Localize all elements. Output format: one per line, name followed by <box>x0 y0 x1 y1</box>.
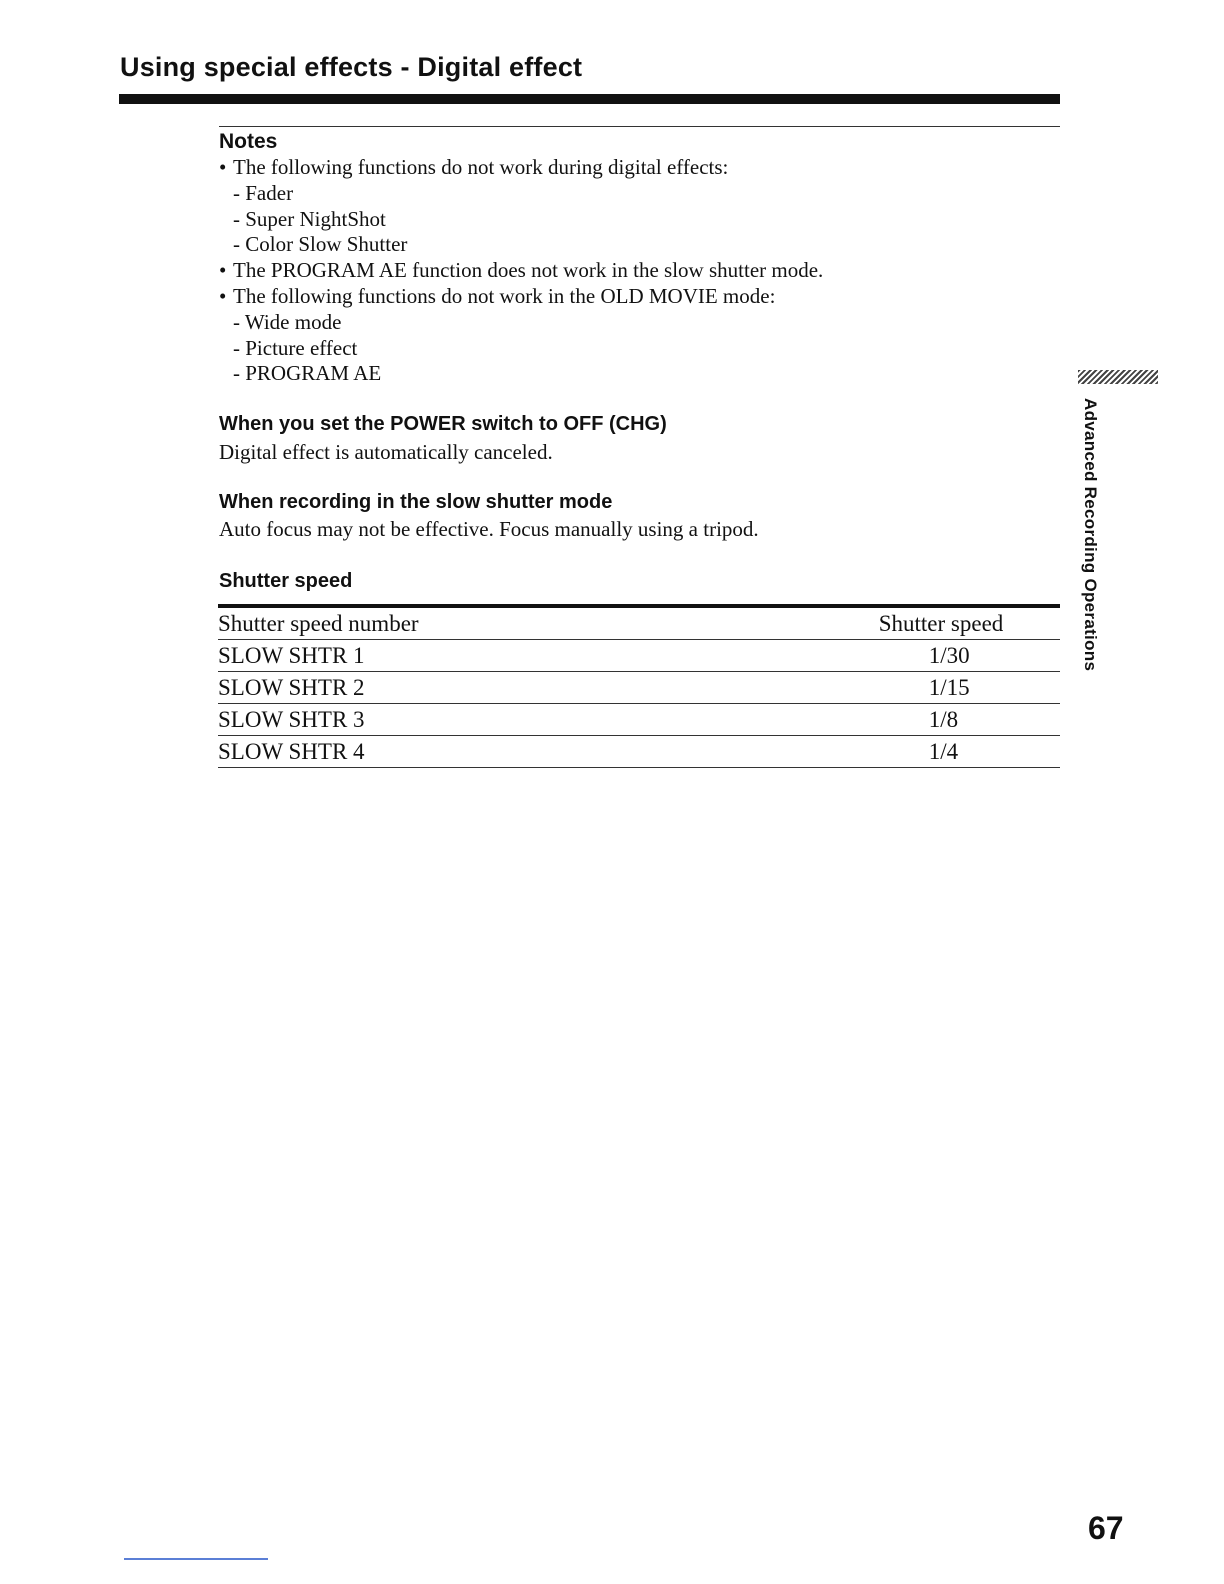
notes-heading: Notes <box>219 130 278 153</box>
page-number: 67 <box>1088 1510 1124 1546</box>
note-item: • The following functions do not work in the OLD MOVIE mode: <box>219 284 1059 310</box>
table-row <box>218 704 1060 736</box>
note-subitem: - Wide mode <box>233 309 342 334</box>
bottom-link-underline <box>124 1558 268 1560</box>
notes-divider <box>219 126 1060 127</box>
column-header: Shutter speed <box>439 606 1060 640</box>
note-subitem: - Color Slow Shutter <box>233 232 408 257</box>
section-side-tab <box>1081 398 1101 672</box>
table-cell: SLOW SHTR 3 <box>218 704 439 736</box>
shutter-speed-table <box>218 604 1060 768</box>
table-cell: 1/15 <box>439 672 1060 704</box>
table-cell: SLOW SHTR 4 <box>218 736 439 768</box>
table-row <box>218 736 1060 768</box>
note-item: • The PROGRAM AE function does not work in the slow shutter mode. <box>219 258 1059 284</box>
section-side-tab-label: Advanced Recording Operations <box>1081 398 1100 672</box>
table-row <box>218 672 1060 704</box>
table-cell: SLOW SHTR 1 <box>218 640 439 672</box>
table-cell: SLOW SHTR 2 <box>218 672 439 704</box>
note-subitem: - Super NightShot <box>233 206 386 231</box>
table-row <box>218 640 1060 672</box>
note-subitem: - Fader <box>233 180 294 205</box>
slow-shutter-text: Auto focus may not be effective. Focus manually using a tripod. <box>219 517 759 541</box>
title-rule <box>119 94 1060 104</box>
page-title: Using special effects - Digital effect <box>120 52 583 82</box>
table-cell: 1/8 <box>439 704 1060 736</box>
power-section-text: Digital effect is automatically canceled. <box>219 440 553 464</box>
table-cell: 1/30 <box>439 640 1060 672</box>
section-tab-marker <box>1078 370 1158 384</box>
note-subitem: - PROGRAM AE <box>233 361 382 386</box>
column-header: Shutter speed number <box>218 606 439 640</box>
power-section-heading: When you set the POWER switch to OFF (CHG) <box>219 413 667 435</box>
table-header-row <box>218 606 1060 640</box>
shutter-speed-heading: Shutter speed <box>219 570 353 592</box>
slow-shutter-heading: When recording in the slow shutter mode <box>219 491 613 513</box>
notes-list <box>219 155 1059 387</box>
table-cell: 1/4 <box>439 736 1060 768</box>
note-subitem: - Picture effect <box>233 335 358 360</box>
note-item: • The following functions do not work during digital effects: <box>219 155 1059 181</box>
